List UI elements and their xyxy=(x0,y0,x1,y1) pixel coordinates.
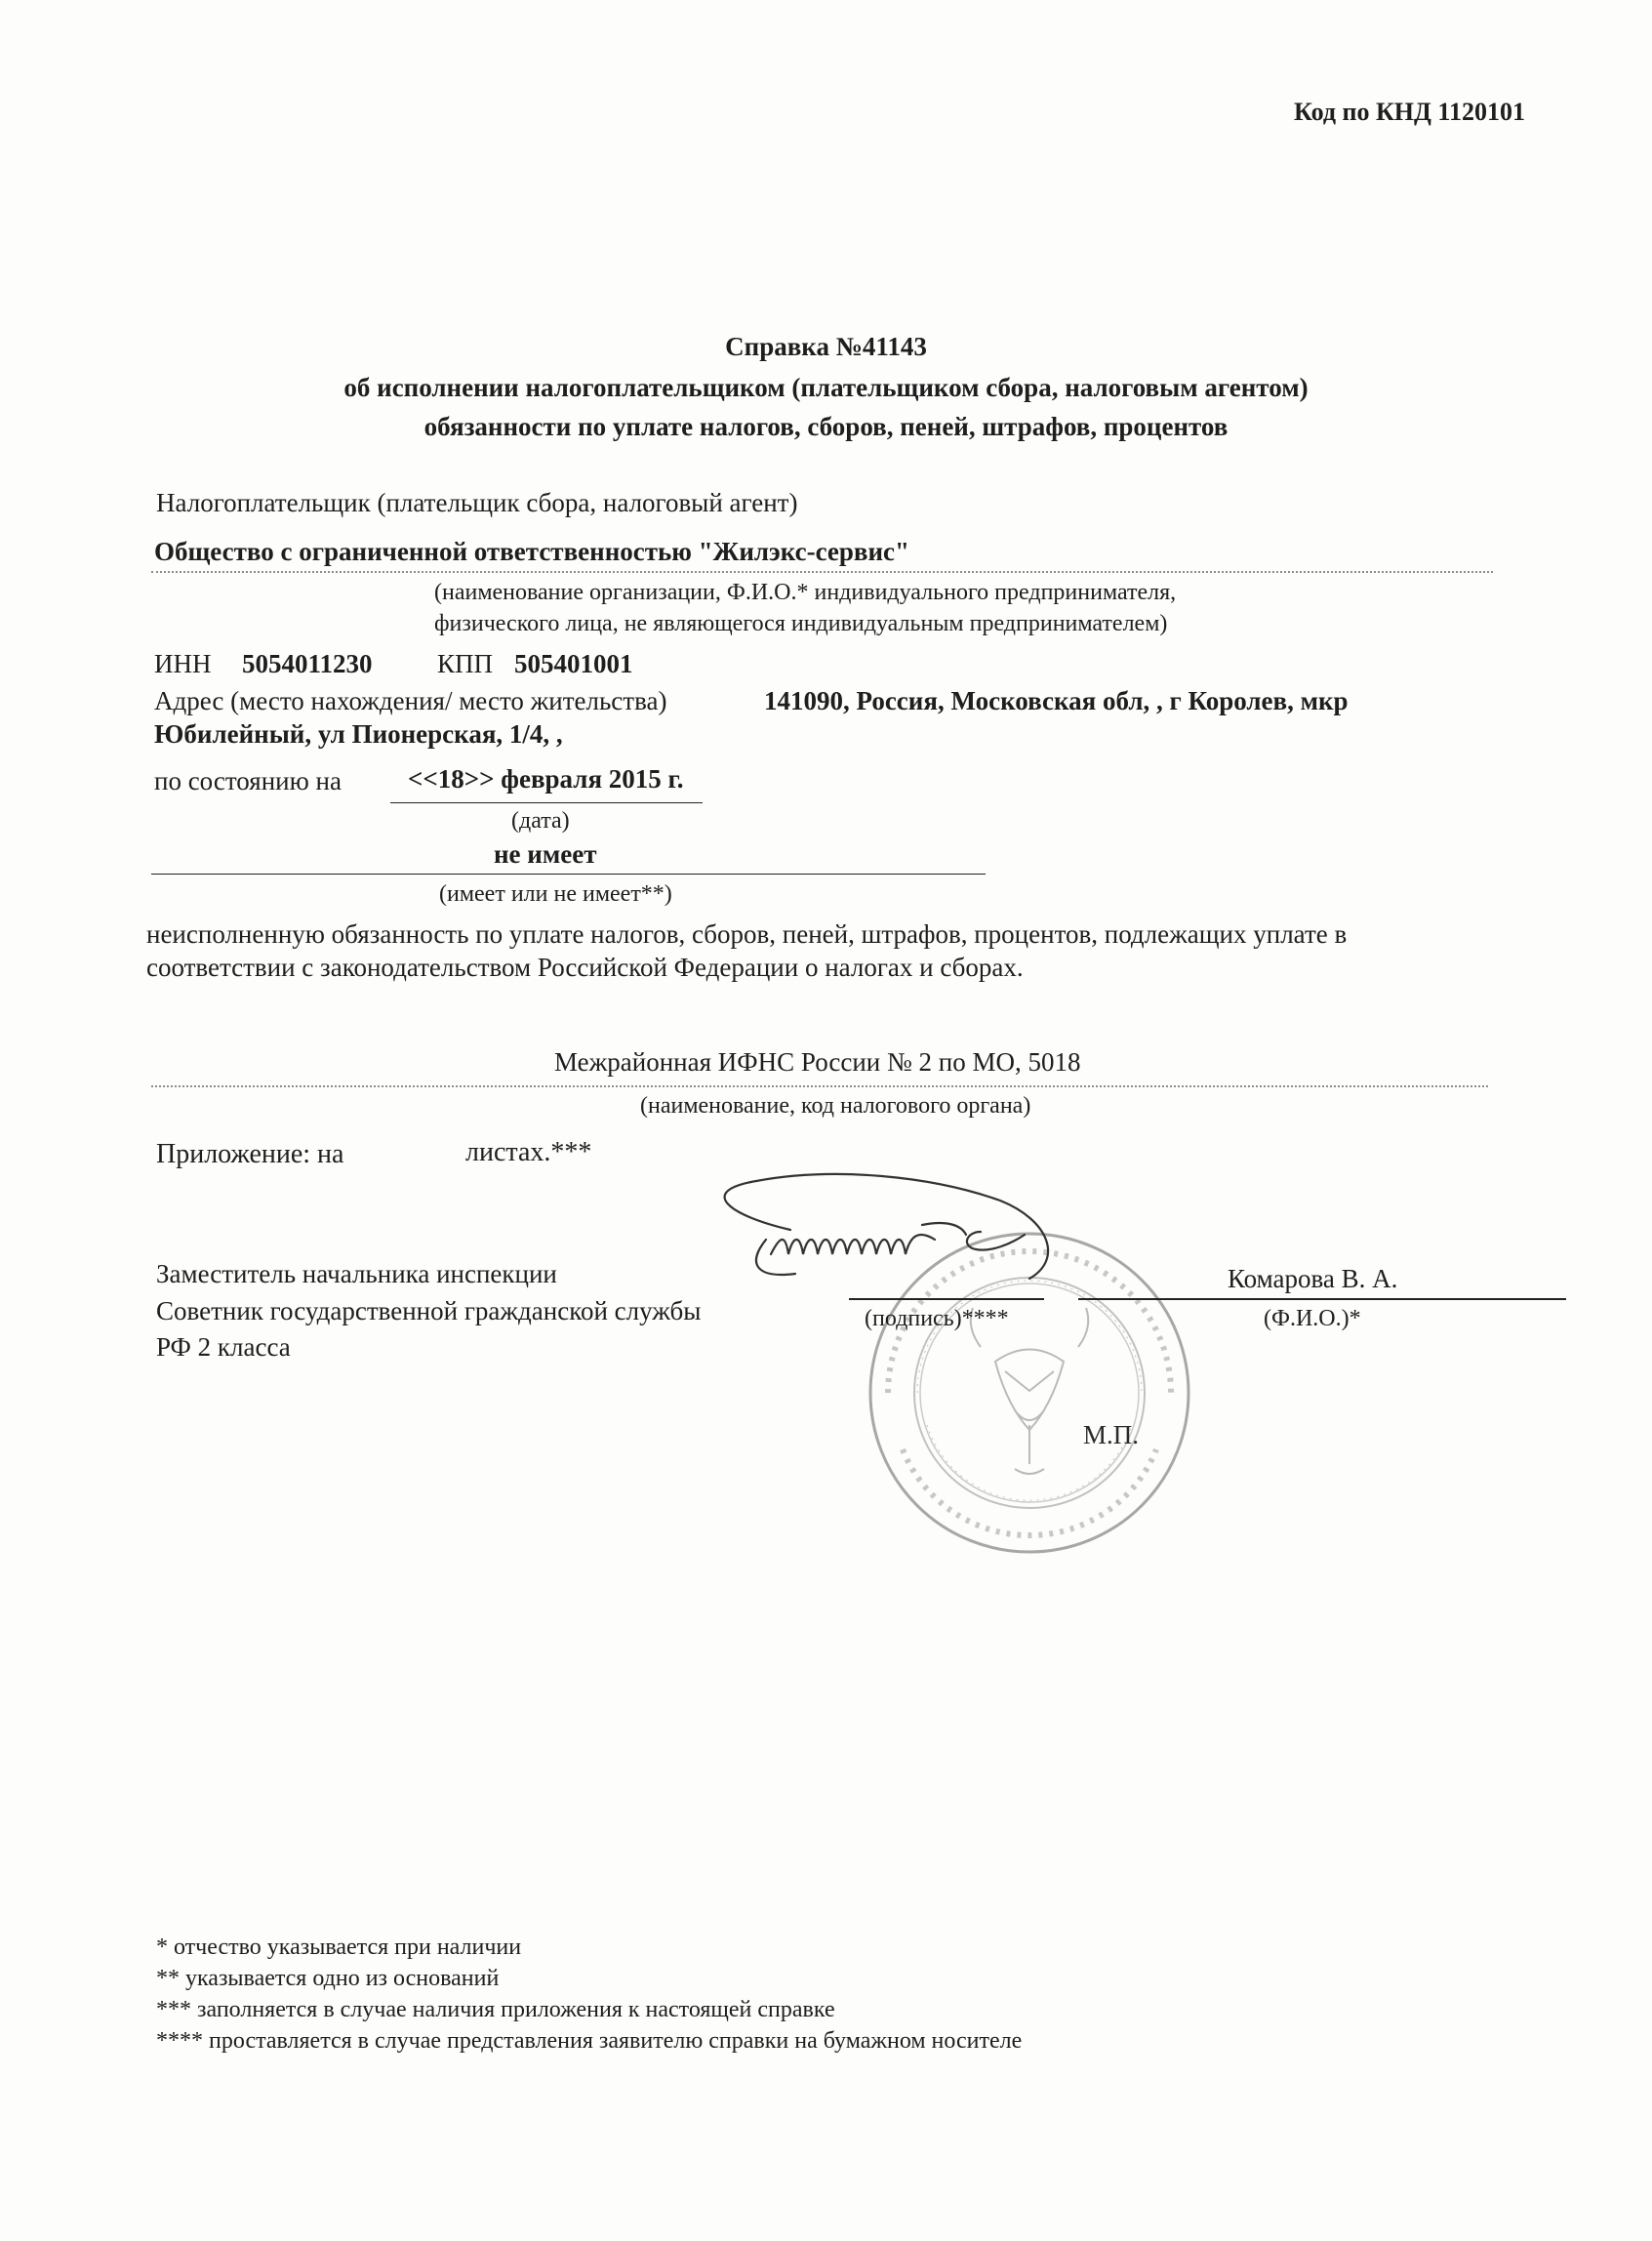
signature-line xyxy=(849,1298,1044,1300)
document-subtitle-line2: обязанности по уплате налогов, сборов, пеней, штрафов, процентов xyxy=(423,412,1229,441)
obligation-status: не имеет xyxy=(494,839,597,869)
footnote-1: * отчество указывается при наличии xyxy=(156,1935,522,1960)
footnote-3: *** заполняется в случае наличия приложения к настоящей справке xyxy=(156,1997,835,2022)
signatory-position-3: РФ 2 класса xyxy=(156,1332,291,1362)
signatory-position-1: Заместитель начальника инспекции xyxy=(156,1259,557,1288)
obligation-text-line2: соответствии с законодательством Российской Федерации о налогах и сборах. xyxy=(146,953,1024,982)
inn-value: 5054011230 xyxy=(242,649,373,678)
date-line xyxy=(390,802,703,803)
address-label: Адрес (место нахождения/ место жительства) xyxy=(154,686,667,715)
tax-authority-name: Межрайонная ИФНС России № 2 по МО, 5018 xyxy=(554,1047,1081,1077)
tax-authority-line xyxy=(151,1085,1488,1087)
taxpayer-name-hint-2: физического лица, не являющегося индивидуальным предпринимателем) xyxy=(434,611,1168,636)
taxpayer-name: Общество с ограниченной ответственностью "Жилэкс-сервис" xyxy=(154,537,909,566)
taxpayer-label: Налогоплательщик (плательщик сбора, налоговый агент) xyxy=(156,488,798,517)
obligation-status-line xyxy=(151,874,986,875)
fio-line xyxy=(1078,1298,1566,1300)
seal-place-mark: М.П. xyxy=(1083,1420,1140,1449)
signatory-position-2: Советник государственной гражданской службы xyxy=(156,1296,702,1325)
handwritten-signature xyxy=(688,1171,1068,1308)
date-hint: (дата) xyxy=(511,808,570,834)
footnote-2: ** указывается одно из оснований xyxy=(156,1966,500,1991)
tax-authority-hint: (наименование, код налогового органа) xyxy=(640,1093,1031,1119)
attachment-sheets: листах.*** xyxy=(465,1137,592,1167)
address-line1: 141090, Россия, Московская обл, , г Королев, мкр xyxy=(764,686,1349,715)
as-of-label: по состоянию на xyxy=(154,766,342,795)
address-line2: Юбилейный, ул Пионерская, 1/4, , xyxy=(154,719,563,749)
obligation-status-hint: (имеет или не имеет**) xyxy=(439,881,672,907)
taxpayer-name-hint-1: (наименование организации, Ф.И.О.* индивидуального предпринимателя, xyxy=(434,580,1177,605)
fio-hint: (Ф.И.О.)* xyxy=(1264,1306,1361,1331)
attachment-label: Приложение: на xyxy=(156,1139,344,1169)
kpp-value: 505401001 xyxy=(514,649,633,678)
obligation-text-line1: неисполненную обязанность по уплате налогов, сборов, пеней, штрафов, процентов, подлежащих уплате в xyxy=(146,919,1348,949)
footnote-4: **** проставляется в случае представления заявителю справки на бумажном носителе xyxy=(156,2028,1023,2054)
signatory-fio: Комарова В. А. xyxy=(1228,1264,1398,1293)
kpp-label: КПП xyxy=(437,649,494,678)
as-of-date: <<18>> февраля 2015 г. xyxy=(408,764,684,794)
document-subtitle-line1: об исполнении налогоплательщиком (плательщиком сбора, налоговым агентом) xyxy=(343,373,1309,402)
taxpayer-name-line xyxy=(151,571,1493,573)
signature-hint: (подпись)**** xyxy=(865,1306,1009,1331)
knd-code: Код по КНД 1120101 xyxy=(1294,98,1525,126)
inn-label: ИНН xyxy=(154,649,212,678)
document-title: Справка №41143 xyxy=(725,332,927,361)
